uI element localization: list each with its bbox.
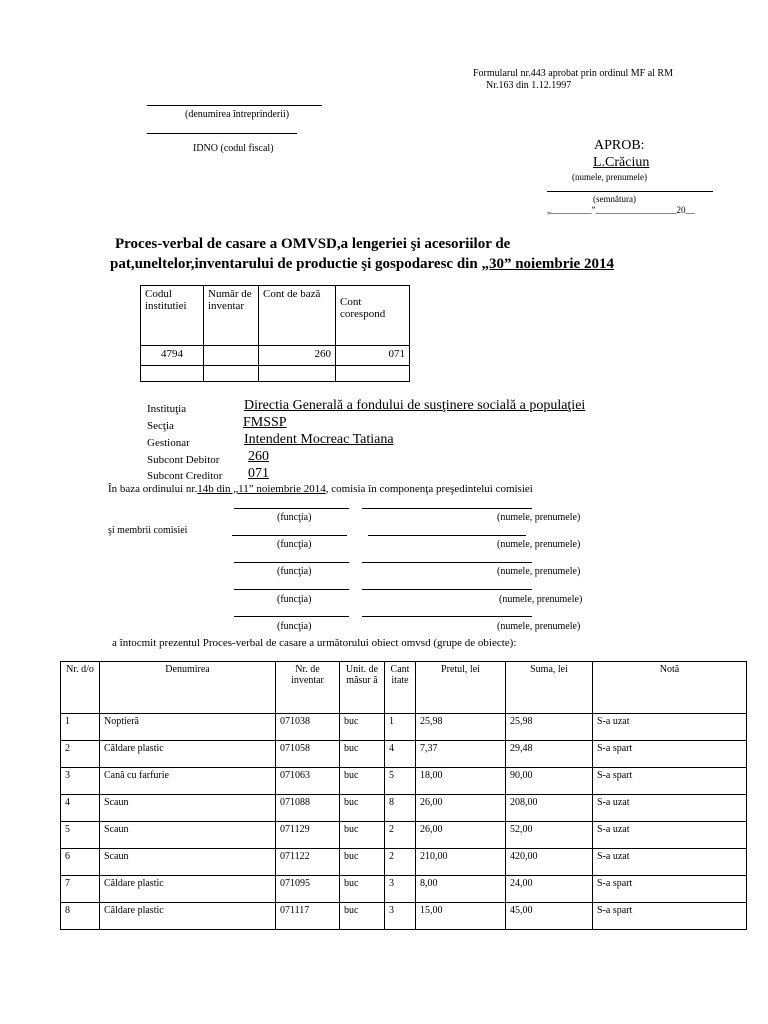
table-cell: 26,00 xyxy=(416,795,506,822)
document-title-date: „30” noiembrie 2014 xyxy=(481,256,614,272)
form-reference-line1: Formularul nr.443 aprobat prin ordinul MF al RM xyxy=(473,68,673,79)
form-reference-line2: Nr.163 din 1.12.1997 xyxy=(486,80,572,91)
table-row xyxy=(61,768,747,795)
table-cell: 2 xyxy=(61,741,100,768)
debit-subaccount-value: 260 xyxy=(248,449,269,464)
credit-subaccount-label: Subcont Creditor xyxy=(147,470,223,482)
table-cell: buc xyxy=(340,714,385,741)
member4-function-line xyxy=(234,616,349,617)
codes-empty-cell xyxy=(259,366,336,382)
table-cell: 29,48 xyxy=(506,741,593,768)
table-cell: 5 xyxy=(385,768,416,795)
table-cell: 210,00 xyxy=(416,849,506,876)
institution-value: Directia Generală a fondului de susţinere socială a populaţiei xyxy=(244,398,586,413)
table-cell: buc xyxy=(340,741,385,768)
manager-value: Intendent Mocreac Tatiana xyxy=(244,432,394,447)
table-cell: S-a spart xyxy=(593,876,747,903)
member4-name-line xyxy=(362,616,532,617)
table-cell: 208,00 xyxy=(506,795,593,822)
table-cell: S-a uzat xyxy=(593,849,747,876)
table-cell: 18,00 xyxy=(416,768,506,795)
debit-subaccount-label: Subcont Debitor xyxy=(147,454,220,466)
idno-caption: IDNO (codul fiscal) xyxy=(193,143,274,154)
table-row xyxy=(61,795,747,822)
codes-header-cell: Codul institutiei xyxy=(141,286,204,346)
table-cell: 3 xyxy=(385,903,416,930)
table-cell: 3 xyxy=(61,768,100,795)
codes-value-cell: 4794 xyxy=(141,346,204,366)
member3-name-line xyxy=(362,589,532,590)
table-cell: 3 xyxy=(385,876,416,903)
table-cell: Căldare plastic xyxy=(100,876,276,903)
table-cell: Scaun xyxy=(100,822,276,849)
table-cell: 071129 xyxy=(276,822,340,849)
function-caption: (funcţia) xyxy=(277,621,312,632)
items-header-cell: Suma, lei xyxy=(506,662,593,714)
table-cell: buc xyxy=(340,876,385,903)
table-cell: 15,00 xyxy=(416,903,506,930)
table-cell: S-a spart xyxy=(593,903,747,930)
codes-value-cell: 071 xyxy=(336,346,410,366)
table-row xyxy=(61,903,747,930)
items-header-cell: Nr. d/o xyxy=(61,662,100,714)
table-cell: 45,00 xyxy=(506,903,593,930)
items-header-cell: Pretul, lei xyxy=(416,662,506,714)
table-cell: buc xyxy=(340,768,385,795)
table-cell: 24,00 xyxy=(506,876,593,903)
manager-label: Gestionar xyxy=(147,437,190,449)
function-caption: (funcţia) xyxy=(277,539,312,550)
order-basis-prefix: În baza ordinului nr. xyxy=(108,483,198,495)
codes-header-cell: Cont corespond xyxy=(336,286,410,346)
table-cell: 1 xyxy=(385,714,416,741)
items-header-cell: Nr. de inventar xyxy=(276,662,340,714)
name-caption: (numele, prenumele) xyxy=(499,594,583,605)
order-basis-suffix: , comisia în componenţa preşedintelui comisiei xyxy=(325,483,533,495)
items-header-cell: Notă xyxy=(593,662,747,714)
table-cell: S-a spart xyxy=(593,768,747,795)
signature-line xyxy=(547,191,713,192)
table-cell: 4 xyxy=(61,795,100,822)
table-cell: 071095 xyxy=(276,876,340,903)
table-cell: Căldare plastic xyxy=(100,903,276,930)
table-row xyxy=(61,876,747,903)
table-cell: 2 xyxy=(385,822,416,849)
institution-label: Instituţia xyxy=(147,403,187,415)
table-cell: S-a uzat xyxy=(593,795,747,822)
table-cell: buc xyxy=(340,903,385,930)
table-cell: 7 xyxy=(61,876,100,903)
chair-name-line xyxy=(362,508,532,509)
document-title-line1: Proces-verbal de casare a OMVSD,a lengeriei şi acesoriilor de xyxy=(115,236,511,252)
signature-caption: (semnătura) xyxy=(593,194,636,204)
enterprise-caption: (denumirea întreprinderii) xyxy=(185,109,290,120)
table-row xyxy=(61,849,747,876)
member3-function-line xyxy=(234,589,349,590)
table-cell: 2 xyxy=(385,849,416,876)
table-cell: buc xyxy=(340,795,385,822)
items-table xyxy=(60,661,747,930)
table-cell: 1 xyxy=(61,714,100,741)
table-cell: 8 xyxy=(385,795,416,822)
table-cell: 420,00 xyxy=(506,849,593,876)
codes-empty-cell xyxy=(141,366,204,382)
table-cell: S-a uzat xyxy=(593,714,747,741)
table-cell: S-a spart xyxy=(593,741,747,768)
table-cell: buc xyxy=(340,849,385,876)
codes-value-cell: 260 xyxy=(259,346,336,366)
table-cell: 52,00 xyxy=(506,822,593,849)
table-cell: 7,37 xyxy=(416,741,506,768)
table-row xyxy=(61,822,747,849)
document-title-prefix: pat,uneltelor,inventarului de productie şi gospodaresc din xyxy=(110,256,482,272)
table-cell: 90,00 xyxy=(506,768,593,795)
table-cell: 5 xyxy=(61,822,100,849)
items-header-cell: Cant itate xyxy=(385,662,416,714)
table-cell: 26,00 xyxy=(416,822,506,849)
codes-empty-cell xyxy=(336,366,410,382)
order-basis xyxy=(108,483,533,496)
idno-line xyxy=(147,133,297,134)
name-caption: (numele, prenumele) xyxy=(497,539,581,550)
section-label: Secţia xyxy=(147,420,174,432)
items-header-row xyxy=(61,662,747,714)
function-caption: (funcţia) xyxy=(277,594,312,605)
name-caption: (numele, prenumele) xyxy=(497,621,581,632)
table-cell: 8 xyxy=(61,903,100,930)
table-cell: 071038 xyxy=(276,714,340,741)
table-cell: Scaun xyxy=(100,849,276,876)
enterprise-line xyxy=(147,105,322,106)
table-cell: 25,98 xyxy=(506,714,593,741)
table-row xyxy=(61,714,747,741)
codes-header-cell: Număr de inventar xyxy=(204,286,259,346)
table-cell: buc xyxy=(340,822,385,849)
table-cell: 071063 xyxy=(276,768,340,795)
table-row xyxy=(61,741,747,768)
table-cell: 071117 xyxy=(276,903,340,930)
member1-function-line xyxy=(232,535,347,536)
chair-function-line xyxy=(234,508,349,509)
table-cell: 4 xyxy=(385,741,416,768)
table-cell: 071058 xyxy=(276,741,340,768)
member2-name-line xyxy=(362,562,532,563)
function-caption: (funcţia) xyxy=(277,566,312,577)
name-caption: (numele, prenumele) xyxy=(497,512,581,523)
table-cell: Noptieră xyxy=(100,714,276,741)
codes-empty-cell xyxy=(204,366,259,382)
order-reference: 14b din „11” noiembrie 2014 xyxy=(197,483,326,495)
table-cell: Cană cu farfurie xyxy=(100,768,276,795)
approval-label: APROB: xyxy=(594,138,645,153)
approver-name-caption: (numele, prenumele) xyxy=(572,172,647,182)
name-caption: (numele, prenumele) xyxy=(497,566,581,577)
table-cell: 8,00 xyxy=(416,876,506,903)
function-caption: (funcţia) xyxy=(277,512,312,523)
items-header-cell: Denumirea xyxy=(100,662,276,714)
table-cell: 071122 xyxy=(276,849,340,876)
member1-name-line xyxy=(368,535,526,536)
commission-members-label: şi membrii comisiei xyxy=(108,525,188,536)
approval-date-line: „_________”__________________20__ xyxy=(547,205,695,215)
codes-value-cell xyxy=(204,346,259,366)
approver-name: L.Crăciun xyxy=(593,155,650,170)
items-body xyxy=(61,714,747,930)
table-cell: 6 xyxy=(61,849,100,876)
table-cell: S-a uzat xyxy=(593,822,747,849)
table-cell: 071088 xyxy=(276,795,340,822)
intro-text: a întocmit prezentul Proces-verbal de casare a următorului obiect omvsd (grupe de obiecte): xyxy=(112,637,517,649)
codes-table xyxy=(140,285,410,382)
table-cell: Scaun xyxy=(100,795,276,822)
document-title-line2 xyxy=(110,256,614,273)
table-cell: Căldare plastic xyxy=(100,741,276,768)
credit-subaccount-value: 071 xyxy=(248,466,269,481)
codes-header-cell: Cont de bază xyxy=(259,286,336,346)
section-value: FMSSP xyxy=(243,415,287,430)
table-cell: 25,98 xyxy=(416,714,506,741)
member2-function-line xyxy=(234,562,349,563)
items-header-cell: Unit. de măsur ă xyxy=(340,662,385,714)
